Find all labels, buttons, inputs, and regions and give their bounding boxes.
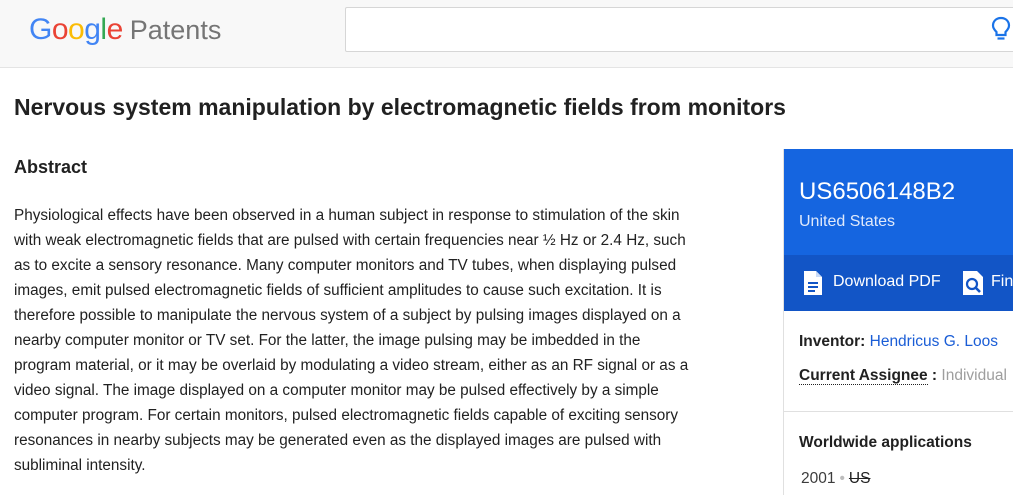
sidebar-divider — [784, 411, 1013, 412]
logo-letter: e — [106, 13, 123, 46]
search-box — [345, 7, 1013, 52]
pdf-file-icon[interactable] — [803, 270, 823, 296]
abstract-text: Physiological effects have been observed in a human subject in response to stimulation of the skin with weak electromagnetic fields that are pulsed with certain frequencies near ½ Hz or 2.4 Hz, such as to excite a sensory resonance. Many computer monitors and TV tubes, when displaying pulsed images, emit pulsed electromagnetic fields of sufficient amplitudes to cause such excitation. It is therefore possible to manipulate the nervous system of a subject by pulsing images displayed on a nearby computer monitor or TV set. For the latter, the image pulsing may be imbedded in the program material, or it may be overlaid by modulating a video stream, either as an RF signal or as a video signal. The image displayed on a computer monitor may be pulsed effectively by a simple computer program. For certain monitors, pulsed electromagnetic fields capable of exciting sensory resonances in nearby subjects may be generated even as the displayed images are pulsed with subliminal intensity. — [14, 207, 689, 474]
search-input[interactable] — [346, 8, 976, 51]
assignee-separator: : — [927, 367, 942, 384]
lightbulb-icon[interactable] — [990, 16, 1012, 42]
logo-product: Patents — [129, 15, 222, 45]
assignee-row — [799, 367, 1007, 385]
download-pdf-button[interactable]: Download PDF — [833, 273, 941, 290]
separator-dot: • — [839, 470, 845, 487]
logo-letter: l — [100, 13, 107, 46]
inventor-link[interactable]: Hendricus G. Loos — [869, 333, 998, 350]
assignee-value: Individual — [941, 367, 1007, 384]
application-country[interactable]: US — [848, 470, 871, 487]
worldwide-applications-heading: Worldwide applications — [799, 434, 972, 451]
find-document-icon[interactable] — [962, 270, 986, 296]
logo-letter: o — [51, 13, 69, 46]
assignee-label[interactable]: Current Assignee — [799, 367, 928, 384]
application-year: 2001 — [801, 470, 836, 487]
worldwide-application-item[interactable] — [801, 470, 870, 488]
find-prior-art-button[interactable]: Fin — [991, 273, 1013, 290]
patent-number: US6506148B2 — [799, 178, 956, 205]
patent-card — [784, 149, 1013, 311]
inventor-label: Inventor: — [799, 333, 866, 350]
logo-letter: o — [68, 13, 85, 46]
top-bar — [0, 0, 1013, 68]
logo-letter: G — [29, 13, 52, 46]
inventor-row — [799, 333, 998, 351]
page-title: Nervous system manipulation by electromagnetic fields from monitors — [14, 94, 786, 120]
abstract-heading: Abstract — [14, 157, 88, 177]
google-patents-logo[interactable] — [29, 13, 221, 47]
patent-country: United States — [799, 213, 896, 230]
logo-letter: g — [84, 13, 101, 46]
patent-sidebar — [783, 149, 1013, 495]
